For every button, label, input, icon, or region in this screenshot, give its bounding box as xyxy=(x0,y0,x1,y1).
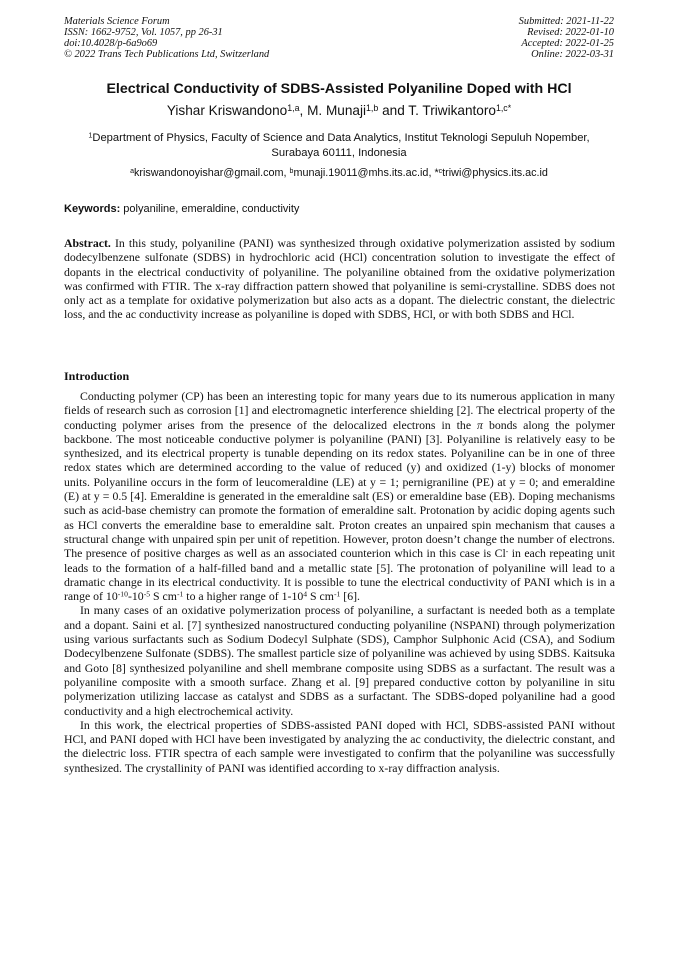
paragraph-text: -10 xyxy=(127,589,144,604)
online-date: Online: 2022-03-31 xyxy=(531,49,614,60)
pi-symbol: π xyxy=(477,417,483,432)
author-name: Yishar Kriswandono xyxy=(166,103,288,118)
author-name: M. Munaji xyxy=(307,103,367,118)
keywords xyxy=(64,203,299,215)
superscript: -1 xyxy=(176,589,184,599)
paragraph-text: S cm xyxy=(307,589,334,604)
affiliation xyxy=(70,131,608,160)
superscript: 4 xyxy=(303,589,308,599)
journal-info xyxy=(64,16,269,60)
paragraph-text: in each repeating unit leads to the formation of a half-filled band and a metallic state [5]. The protonation of polyaniline will lead to a dramatic change in its electrical conductivity. It is possible to tune the electrical conductivity of PANI which is in a range of 10 xyxy=(64,546,616,604)
paragraph xyxy=(64,389,615,603)
accepted-date: Accepted: 2022-01-25 xyxy=(521,38,614,49)
superscript: -5 xyxy=(143,589,151,599)
email-mark: b xyxy=(289,167,294,175)
author-separator: , xyxy=(299,103,308,118)
author-list xyxy=(40,103,638,118)
author-affiliation-mark: 1,a xyxy=(287,103,300,114)
email-address[interactable]: triwi@physics.its.ac.id xyxy=(442,167,548,179)
abstract xyxy=(64,236,615,322)
author-name: T. Triwikantoro xyxy=(408,103,496,118)
submitted-date: Submitted: 2021-11-22 xyxy=(518,16,614,27)
email-mark: c xyxy=(438,167,443,175)
revised-date: Revised: 2022-01-10 xyxy=(527,27,614,38)
author-affiliation-mark: 1,c* xyxy=(495,103,512,114)
paragraph-text: bonds along the polymer backbone. The most noticeable conductive polymer is polyaniline (PANI) [3]. Polyaniline is relatively easy to be synthesized, and its electrical property is tunable depending on its redox states. Polyaniline can be in one of three redox states which are determined according to the value of reduced (y) and oxidized (1-y) blocks of monomer units. Polyaniline occurs in the form of leucomeraldine (LE) at y = 1; pernigraniline (PE) at y = 0; and emeraldine (E) at y = 0.5 [4]. Emeraldine is generated in the emeraldine salt (ES) or emeraldine base (EB). Doping mechanisms such as acid-base chemistry can promote the formation of emeraldine salt. Protonation by acidic doping agents such as HCl converts the emeraldine base to emeraldine salt. Proton creates an unpaired spin mechanism that causes a structural change with unpaired spin per unit of repetition. However, proton doesn’t change the number of electrons. The presence of positive charges as well as an associated counterion which in this case is Cl xyxy=(64,417,615,561)
superscript: -1 xyxy=(333,589,341,599)
journal-name: Materials Science Forum xyxy=(64,16,170,27)
affiliation-mark: 1 xyxy=(88,130,93,140)
paragraph: In this work, the electrical properties of SDBS-assisted PANI doped with HCl, SDBS-assisted PANI without HCl, and PANI doped with HCl have been investigated by analyzing the ac conductivity, the dielectric constant, and the dielectric loss. FTIR spectra of each sample were investigated to confirm that the polyaniline was successfully synthesized. The crystallinity of PANI was identified according to x-ray diffraction analysis. xyxy=(64,717,615,775)
issn-line: ISSN: 1662-9752, Vol. 1057, pp 26-31 xyxy=(64,27,223,38)
email-address[interactable]: kriswandonoyishar@gmail.com, xyxy=(133,167,290,179)
abstract-text: In this study, polyaniline (PANI) was synthesized through oxidative polymerization assisted by sodium dodecylbenzene sulfonate (SDBS) in hydrochloric acid (HCl) concentration solution to investigate the effect of dopants in the electrical conductivity of polyaniline. The polyaniline obtained from the oxidative polymerization was confirmed with FTIR. The x-ray diffraction pattern showed that polyaniline is semi-crystalline. SDBS does not only act as a template for oxidative polymerization but also acts as a dopant. The dielectric constant, the dielectric loss, and the ac conductivity increase as polyaniline is doped with SDBS, HCl, or with both SDBS and HCl. xyxy=(64,236,615,322)
copyright-line: © 2022 Trans Tech Publications Ltd, Switzerland xyxy=(64,49,270,60)
email-mark: a xyxy=(130,167,134,175)
author-affiliation-mark: 1,b xyxy=(366,103,379,114)
paragraph-text: [6]. xyxy=(340,589,360,604)
affiliation-text: Department of Physics, Faculty of Science and Data Analytics, Institut Teknologi Sepuluh Nopember, Surabaya 60111, Indonesia xyxy=(92,132,590,159)
paragraph-text: S cm xyxy=(150,589,177,604)
keywords-text: polyaniline, emeraldine, conductivity xyxy=(120,203,300,215)
paragraph: In many cases of an oxidative polymerization process of polyaniline, a surfactant is needed both as a template and a dopant. Saini et al. [7] synthesized nanostructured conducting polyaniline (NSPANI) through polymerization using various surfactants such as Sodium Dodecyl Sulphate (SDS), Camphor Sulphonic Acid (CSA), and Sodium Dodecylbenzene Sulfonate (SDBS). The smallest particle size of polyaniline was achieved by using SDBS. Kaitsuka and Goto [8] synthesized polyaniline and shell membrane composite using SDBS as a surfactant. The result was a polyaniline composite with a smooth surface. Zhang et al. [9] prepared conductive cotton by polyaniline in situ polymerization utilizing laccase as catalyst and SDBS as a surfactant. The SDBS-doped polyaniline had a good conductivity and a high electrochemical activity. xyxy=(64,603,615,718)
submission-dates xyxy=(519,16,614,60)
paragraph-text: to a higher range of 1-10 xyxy=(183,589,304,604)
keywords-label: Keywords: xyxy=(64,203,121,215)
abstract-label: Abstract. xyxy=(64,236,111,250)
email-address[interactable]: munaji.19011@mhs.its.ac.id, * xyxy=(293,167,439,179)
paragraph-text: Conducting polymer (CP) has been an interesting topic for many years due to its numerous application in many fields of research such as corrosion [1] and electromagnetic interference shielding [2]. The electrical property of the conducting polymer arises from the presence of the delocalized electrons in the xyxy=(64,389,615,432)
doi-line[interactable]: doi:10.4028/p-6a9o69 xyxy=(64,38,158,49)
paper-title: Electrical Conductivity of SDBS-Assisted Polyaniline Doped with HCl xyxy=(106,81,572,97)
introduction-heading: Introduction xyxy=(64,369,130,383)
superscript: - xyxy=(505,546,509,556)
author-separator: and xyxy=(378,103,409,118)
email-list xyxy=(40,167,638,179)
superscript: -10 xyxy=(117,589,128,599)
introduction-body xyxy=(64,389,615,775)
